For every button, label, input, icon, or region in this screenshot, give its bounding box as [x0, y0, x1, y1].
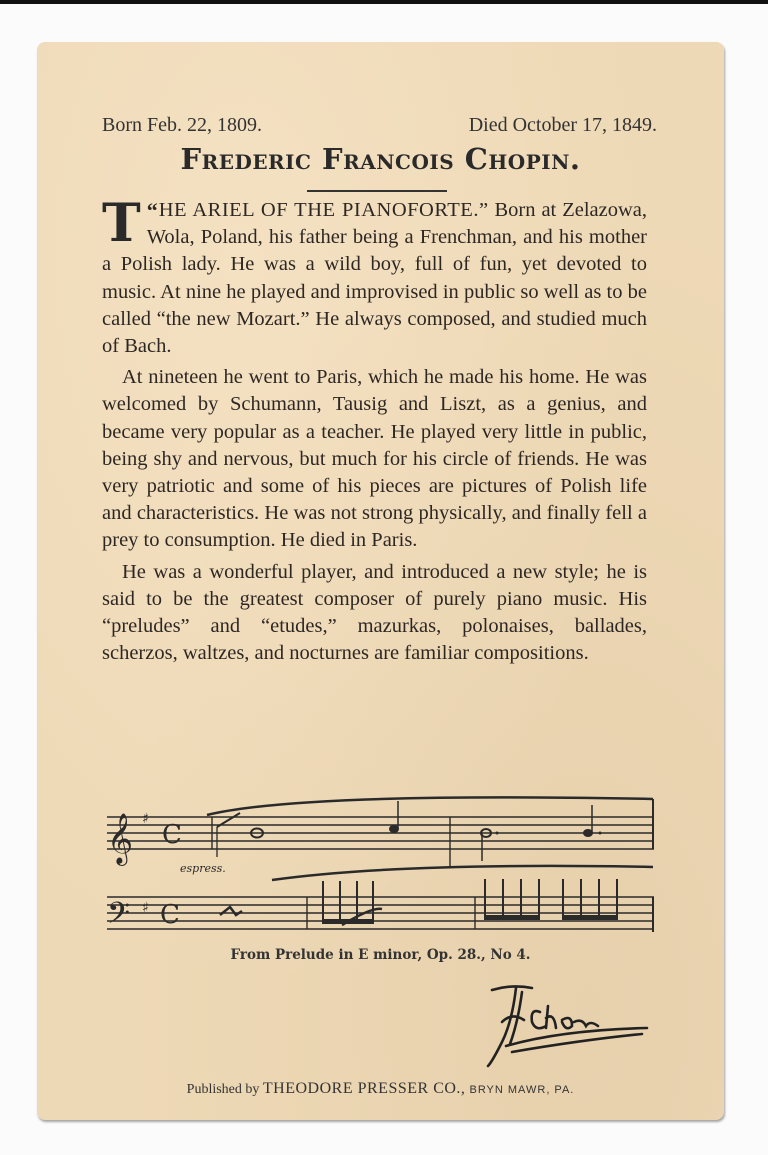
paragraph-2: At nineteen he went to Paris, which he made his home. He was welcomed by Schumann, Tausig and Liszt, as a genius, and became very popular as a teacher. He played very little in public, being shy and nervous, but much for his circle of friends. He was very patriotic and some of his pieces are pictures of Polish life and characteristics. He was not strong physically, and finally fell a prey to consumption. He died in Paris. [102, 366, 647, 552]
svg-text:C: C [162, 820, 182, 850]
title-underline [307, 190, 447, 192]
lead-caps: HE ARIEL OF THE PIANOFORTE.” [158, 199, 489, 221]
death-date: Died October 17, 1849. [468, 114, 657, 136]
publisher-company: THEODORE PRESSER CO., [262, 1080, 466, 1097]
music-excerpt [102, 787, 657, 947]
open-quote: “ [146, 198, 158, 223]
paragraph-1 [102, 193, 647, 360]
svg-text:C: C [160, 900, 180, 930]
svg-text:𝄢: 𝄢 [107, 897, 131, 938]
drop-cap: T [102, 193, 141, 254]
dates-line [102, 114, 657, 137]
postcard [37, 42, 724, 1120]
biography [102, 193, 647, 671]
svg-text:𝄞: 𝄞 [107, 813, 134, 864]
birth-date: Born Feb. 22, 1809. [102, 114, 262, 136]
page-title: Frederic Francois Chopin. [180, 142, 581, 176]
svg-text:♯: ♯ [142, 900, 149, 916]
publisher-line [37, 1080, 724, 1098]
paragraph-3: He was a wonderful player, and introduced a new style; he is said to be the greatest composer of purely piano music. His “preludes” and “etudes,” mazurkas, polonaises, ballades, scherzos, waltzes, and nocturnes are familiar compositions. [102, 560, 647, 665]
scan-top-edge [0, 0, 768, 4]
publisher-prefix: Published by [186, 1082, 263, 1097]
svg-text:espress.: espress. [180, 862, 226, 875]
music-caption: From Prelude in E minor, Op. 28., No 4. [230, 947, 531, 963]
publisher-location: BRYN MAWR, PA. [465, 1084, 575, 1096]
svg-text:♯: ♯ [142, 811, 149, 827]
signature-image [482, 982, 652, 1072]
paragraph-1-text: Born at Zelazowa, Wola, Poland, his father being a Frenchman, and his mother a Polish lady. He was a wild boy, full of fun, yet devoted to music. At nine he played and improvised in public so well as to be called “the new Mozart.” He always composed, and studied much of Bach. [102, 199, 647, 358]
